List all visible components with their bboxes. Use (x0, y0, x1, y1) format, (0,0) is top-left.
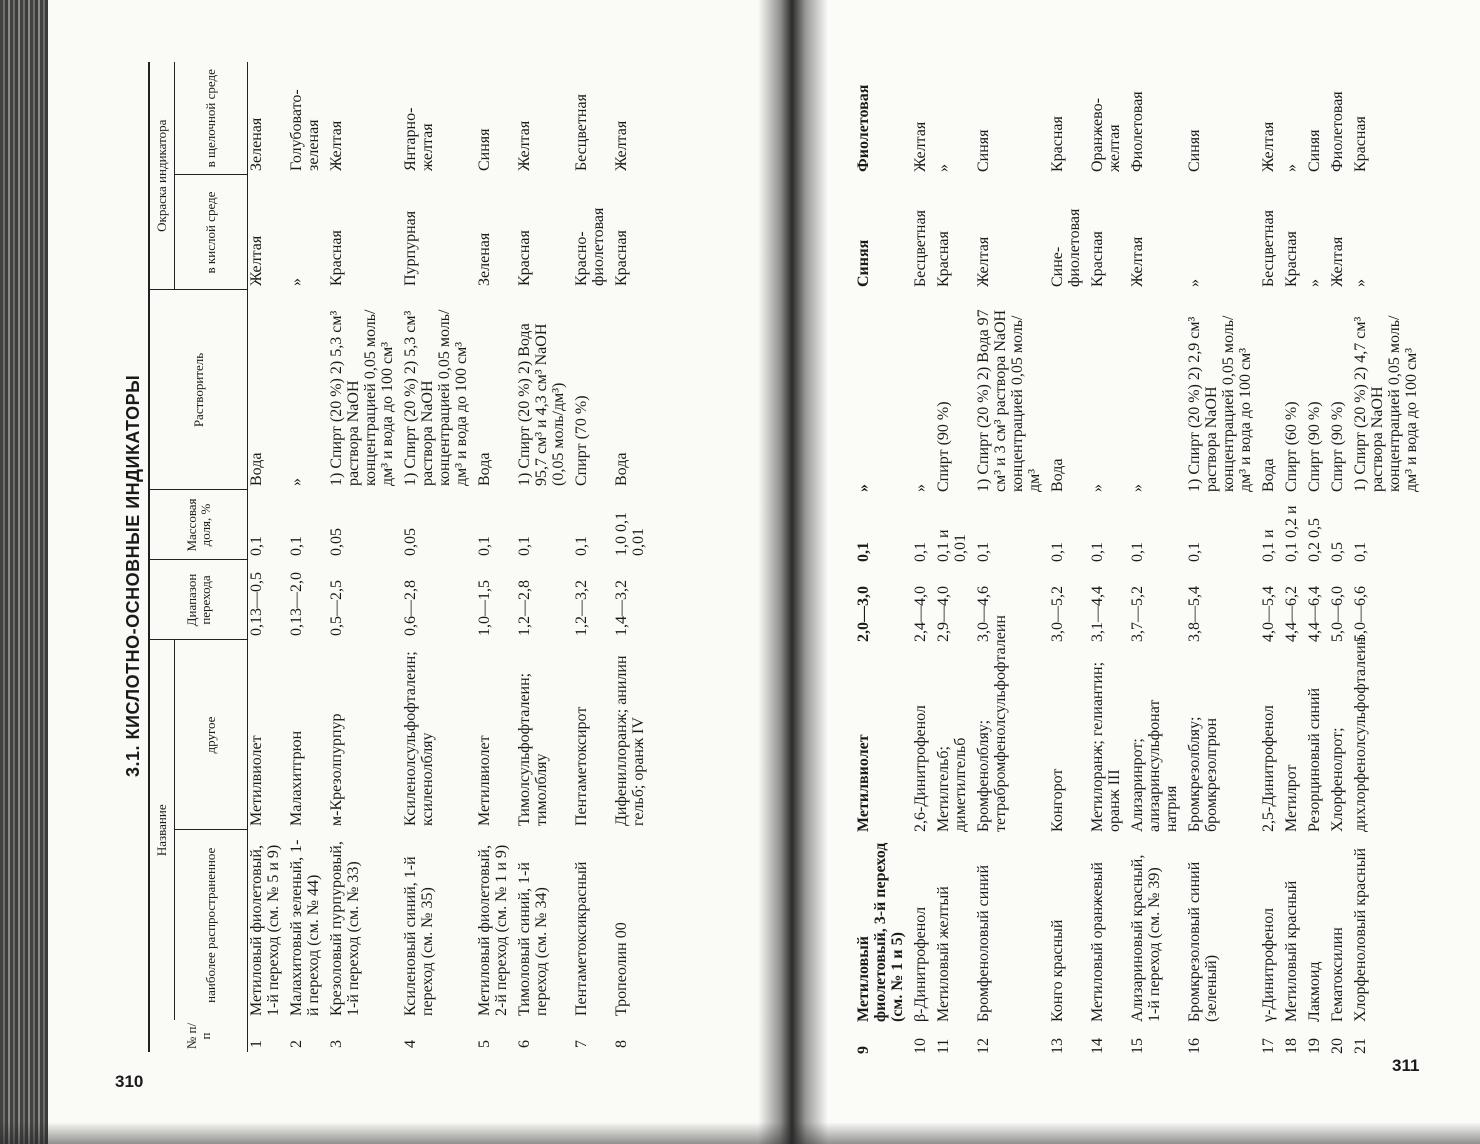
header-name-group: Название (149, 640, 175, 1020)
header-acid: в кислой среде (175, 175, 248, 290)
row-number: 13 (1049, 1038, 1066, 1054)
mass-fraction: 0,1 (912, 542, 929, 562)
color-alkaline: Оранжево-желтая (1089, 98, 1123, 172)
name-other: Метилвиолет (855, 734, 872, 832)
table-row (1352, 63, 1426, 1058)
color-alkaline: Желтая (613, 120, 630, 171)
table-row (912, 63, 935, 1058)
table-row (1283, 63, 1306, 1058)
mass-fraction: 0,1 (288, 536, 305, 556)
solvent: Вода (1260, 458, 1277, 492)
row-number: 19 (1306, 1038, 1323, 1054)
mass-fraction: 0,1 (248, 536, 265, 556)
solvent: 1) Спирт (20 %) 2) Вода 97 см³ и 3 см³ раствора NaOH концентрацией 0,05 моль/дм³ (975, 309, 1043, 492)
transition-range: 4,4—6,4 (1306, 586, 1323, 642)
solvent: 1) Спирт (20 %) 2) 4,7 см³ раствора NaOH концентрацией 0,05 моль/дм³ и вода до 100 см³ (1352, 315, 1420, 492)
color-acid: » (1186, 279, 1203, 287)
table-row (613, 62, 653, 1052)
color-alkaline: Фиолетовая (855, 84, 872, 172)
name-other: Бромфенолбляу; тетрабромфенолсульфофталеин (975, 615, 1009, 832)
color-alkaline: » (935, 164, 952, 172)
transition-range: 1,2—3,2 (573, 580, 590, 636)
name-common: Хлорфеноловый красный (1352, 847, 1369, 1022)
color-acid: Зеленая (476, 232, 493, 286)
color-alkaline: Синяя (1306, 129, 1323, 172)
header-name-other: другое (175, 640, 248, 830)
name-other: дихлорфенолсульфофталеин (1352, 636, 1369, 832)
color-alkaline: Красная (1352, 116, 1369, 172)
name-common: Ксиленовый синий, 1-й переход (см. № 35) (402, 856, 436, 1016)
color-alkaline: Синяя (476, 128, 493, 171)
mass-fraction: 0,1 и 0,01 (935, 529, 969, 562)
name-other: Ксиленолсульфофталеин; ксиленолбляу (402, 651, 436, 826)
color-acid: Желтая (1129, 236, 1146, 287)
name-other: Метилгельб; диметилгельб (935, 737, 969, 832)
row-number: 18 (1283, 1038, 1300, 1054)
name-common: Ализариновый красный, 1-й переход (см. № 39) (1129, 854, 1163, 1022)
row-number: 17 (1260, 1038, 1277, 1054)
solvent: Спирт (90 %) (1329, 401, 1346, 492)
name-common: β-Динитрофенол (912, 906, 929, 1022)
solvent: 1) Спирт (20 %) 2) 5,3 см³ раствора NaOH концентрацией 0,05 моль/дм³ и вода до 100 см³ (328, 309, 396, 486)
name-common: γ-Динитрофенол (1260, 908, 1277, 1022)
color-alkaline: Желтая (1260, 121, 1277, 172)
name-other: Резорциновый синий (1306, 687, 1323, 832)
table-row (1089, 63, 1129, 1058)
solvent: Вода (613, 452, 630, 486)
solvent: » (288, 478, 305, 486)
solvent: Спирт (60 %) (1283, 401, 1300, 492)
table-row (476, 62, 516, 1052)
name-other: Бромкрезолбляу; бромкрезолгрюн (1186, 716, 1220, 832)
name-other: 2,5-Динитрофенол (1260, 705, 1277, 832)
row-number: 15 (1129, 1038, 1146, 1054)
solvent: Вода (1049, 458, 1066, 492)
transition-range: 0,5—2,5 (328, 580, 345, 636)
name-other: Хлорфенолрот; (1329, 727, 1346, 832)
color-alkaline: Желтая (328, 120, 345, 171)
color-acid: Красная (613, 230, 630, 286)
color-acid: Бесцветная (912, 210, 929, 287)
page-number-left: 310 (115, 1072, 144, 1091)
indicator-table-right (855, 63, 1426, 1058)
color-acid: Бесцветная (1260, 210, 1277, 287)
name-common: Метиловый желтый (935, 886, 952, 1022)
table-row (1049, 63, 1089, 1058)
name-other: м-Крезолпурпур (328, 713, 345, 826)
name-common: Малахитовый зеленый, 1-й переход (см. № 44) (288, 839, 322, 1016)
solvent: 1) Спирт (20 %) 2) 5,3 см³ раствора NaOH концентрацией 0,05 моль/дм³ и вода до 100 см³ (402, 309, 470, 486)
name-common: Тимоловый синий, 1-й переход (см. № 34) (516, 862, 550, 1016)
mass-fraction: 0,1 (1352, 542, 1369, 562)
name-common: Метиловый фиолетовый, 2-й переход (см. № 1 и 9) (476, 844, 510, 1016)
color-acid: Красно-фиолетовая (573, 207, 607, 286)
mass-fraction: 0,2 0,5 (1306, 518, 1323, 562)
color-alkaline: Синяя (975, 129, 992, 172)
color-alkaline: Зеленая (248, 117, 265, 171)
indicator-table-left (148, 62, 653, 1052)
row-number: 6 (516, 1040, 533, 1048)
row-number: 7 (573, 1040, 590, 1048)
transition-range: 3,7—5,2 (1129, 586, 1146, 642)
mass-fraction: 0,1 (1186, 542, 1203, 562)
row-number: 9 (855, 1046, 872, 1054)
bottom-shadow (0, 1122, 1480, 1144)
name-common: Бромфеноловый синий (975, 864, 992, 1022)
mass-fraction: 0,1 (1089, 542, 1106, 562)
table-row (1329, 63, 1352, 1058)
name-other: Конгорот (1049, 768, 1066, 832)
row-number: 2 (288, 1040, 305, 1048)
solvent: Вода (248, 452, 265, 486)
table-row (1129, 63, 1186, 1058)
mass-fraction: 0,1 0,2 и (1283, 505, 1300, 562)
transition-range: 5,0—6,6 (1352, 586, 1369, 642)
mass-fraction: 0,05 (328, 528, 345, 556)
solvent: Спирт (90 %) (1306, 401, 1323, 492)
mass-fraction: 0,1 (1049, 542, 1066, 562)
solvent: Спирт (90 %) (935, 401, 952, 492)
header-solvent: Растворитель (149, 290, 248, 490)
row-number: 14 (1089, 1038, 1106, 1054)
color-alkaline: Красная (1049, 116, 1066, 172)
name-other: Метилоранж; гелиантин; оранж III (1089, 661, 1123, 832)
row-number: 5 (476, 1040, 493, 1048)
name-common: Пентаметоксикрасный (573, 861, 590, 1016)
header-mass: Массовая доля, % (149, 490, 248, 560)
transition-range: 4,4—6,2 (1283, 586, 1300, 642)
row-number: 11 (935, 1038, 952, 1054)
table-row (935, 63, 975, 1058)
name-common: Лакмоид (1306, 961, 1323, 1022)
transition-range: 3,0—5,2 (1049, 586, 1066, 642)
row-number: 20 (1329, 1038, 1346, 1054)
transition-range: 0,6—2,8 (402, 580, 419, 636)
color-alkaline: Синяя (1186, 129, 1203, 172)
name-common: Тропеолин 00 (613, 922, 630, 1016)
solvent: » (1089, 484, 1106, 492)
section-title: 3.1. КИСЛОТНО-ОСНОВНЫЕ ИНДИКАТОРЫ (123, 374, 143, 777)
transition-range: 2,0—3,0 (855, 586, 872, 642)
transition-range: 2,4—4,0 (912, 586, 929, 642)
solvent: » (912, 484, 929, 492)
name-other: Дифениллоранж; анилин гельб; оранж IV (613, 655, 647, 826)
color-acid: » (1352, 279, 1369, 287)
row-number: 1 (248, 1040, 265, 1048)
color-alkaline: Голубовато-зеленая (288, 89, 322, 171)
name-common: Метиловый фиолетовый, 1-й переход (см. № 5 и 9) (248, 844, 282, 1016)
table-row (975, 63, 1049, 1058)
transition-range: 3,8—5,4 (1186, 586, 1203, 642)
name-other: Малахитгрюн (288, 730, 305, 826)
solvent: 1) Спирт (20 %) 2) Вода 95,7 см³ и 4,3 см³ NaOH (0,05 моль/дм³) (516, 323, 567, 486)
mass-fraction: 0,5 (1329, 542, 1346, 562)
transition-range: 2,9—4,0 (935, 586, 952, 642)
mass-fraction: 0,1 (975, 542, 992, 562)
row-number: 4 (402, 1040, 419, 1048)
name-other: Метилрот (1283, 764, 1300, 832)
solvent: Вода (476, 452, 493, 486)
page-number-right: 311 (1392, 1056, 1420, 1075)
row-number: 16 (1186, 1038, 1203, 1054)
name-common: Метиловый красный (1283, 880, 1300, 1022)
mass-fraction: 0,05 (402, 528, 419, 556)
header-range: Диапазон перехода (149, 560, 248, 640)
name-common: Гематоксилин (1329, 927, 1346, 1022)
color-acid: Красная (516, 230, 533, 286)
header-name-common: наиболее распространенное (175, 830, 248, 1020)
color-alkaline: Бесцветная (573, 94, 590, 171)
color-acid: Желтая (975, 236, 992, 287)
table-row (248, 62, 289, 1052)
transition-range: 0,13—2,0 (288, 572, 305, 636)
mass-fraction: 1,0 0,1 0,01 (613, 512, 647, 556)
color-acid: » (1306, 279, 1323, 287)
header-alkaline: в щелочной среде (175, 62, 248, 175)
header-num: № п/п (149, 1020, 248, 1052)
transition-range: 3,1—4,4 (1089, 586, 1106, 642)
name-other: 2,6-Динитрофенол (912, 705, 929, 832)
transition-range: 1,2—2,8 (516, 580, 533, 636)
name-common: Бромкрезоловый синий (зеленый) (1186, 861, 1220, 1022)
transition-range: 4,0—5,4 (1260, 586, 1277, 642)
name-common: Конго красный (1049, 919, 1066, 1022)
book-spine (758, 0, 828, 1144)
table-row (1186, 63, 1260, 1058)
table-row (402, 62, 476, 1052)
color-acid: » (288, 278, 305, 286)
name-other: Метилвиолет (476, 735, 493, 826)
transition-range: 5,0—6,0 (1329, 586, 1346, 642)
solvent: 1) Спирт (20 %) 2) 2,9 см³ раствора NaOH концентрацией 0,05 моль/дм³ и вода до 100 см³ (1186, 315, 1254, 492)
solvent: Спирт (70 %) (573, 395, 590, 486)
header-color-group: Окраска индикатора (149, 62, 175, 290)
color-acid: Сине-фиолетовая (1049, 208, 1083, 287)
mass-fraction: 0,1 (1129, 542, 1146, 562)
transition-range: 1,4—3,2 (613, 580, 630, 636)
row-number: 12 (975, 1038, 992, 1054)
color-acid: Синяя (855, 239, 872, 287)
table-row (855, 63, 912, 1058)
table-row (328, 62, 402, 1052)
mass-fraction: 0,1 (476, 536, 493, 556)
color-alkaline: Желтая (912, 121, 929, 172)
color-alkaline: Фиолетовая (1129, 91, 1146, 172)
mass-fraction: 0,1 (516, 536, 533, 556)
name-common: Метиловый фиолетовый, 3-й переход (см. № 1 и 5) (855, 842, 906, 1022)
name-other: Ализаринрот; ализаринсульфонат натрия (1129, 699, 1180, 832)
solvent: » (855, 484, 872, 492)
color-alkaline: Желтая (516, 120, 533, 171)
table-row (1260, 63, 1283, 1058)
transition-range: 3,0—4,6 (975, 586, 992, 642)
color-alkaline: » (1283, 164, 1300, 172)
transition-range: 0,13—0,5 (248, 572, 265, 636)
color-acid: Желтая (248, 235, 265, 286)
mass-fraction: 0,1 (573, 536, 590, 556)
mass-fraction: 0,1 (855, 542, 872, 562)
table-row (288, 62, 328, 1052)
color-acid: Красная (935, 231, 952, 287)
name-other: Тимолсульфофталеин; тимолбляу (516, 672, 550, 826)
transition-range: 1,0—1,5 (476, 580, 493, 636)
color-alkaline: Янтарно-желтая (402, 107, 436, 171)
page-edge-shadow (0, 0, 48, 1144)
color-acid: Желтая (1329, 236, 1346, 287)
name-other: Пентаметоксирот (573, 706, 590, 826)
row-number: 10 (912, 1038, 929, 1054)
color-alkaline: Фиолетовая (1329, 91, 1346, 172)
name-other: Метилвиолет (248, 735, 265, 826)
row-number: 8 (613, 1040, 630, 1048)
color-acid: Красная (1283, 231, 1300, 287)
solvent: » (1129, 484, 1146, 492)
left-page-content (118, 62, 758, 1052)
color-acid: Пурпурная (402, 210, 419, 286)
mass-fraction: 0,1 и (1260, 529, 1277, 562)
color-acid: Красная (1089, 231, 1106, 287)
right-page-content (825, 63, 1420, 1058)
row-number: 21 (1352, 1038, 1369, 1054)
table-row (573, 62, 613, 1052)
table-row (516, 62, 573, 1052)
name-common: Крезоловый пурпуровый, 1-й переход (см. № 33) (328, 841, 362, 1016)
name-common: Метиловый оранжевый (1089, 862, 1106, 1022)
color-acid: Красная (328, 230, 345, 286)
table-row (1306, 63, 1329, 1058)
row-number: 3 (328, 1040, 345, 1048)
